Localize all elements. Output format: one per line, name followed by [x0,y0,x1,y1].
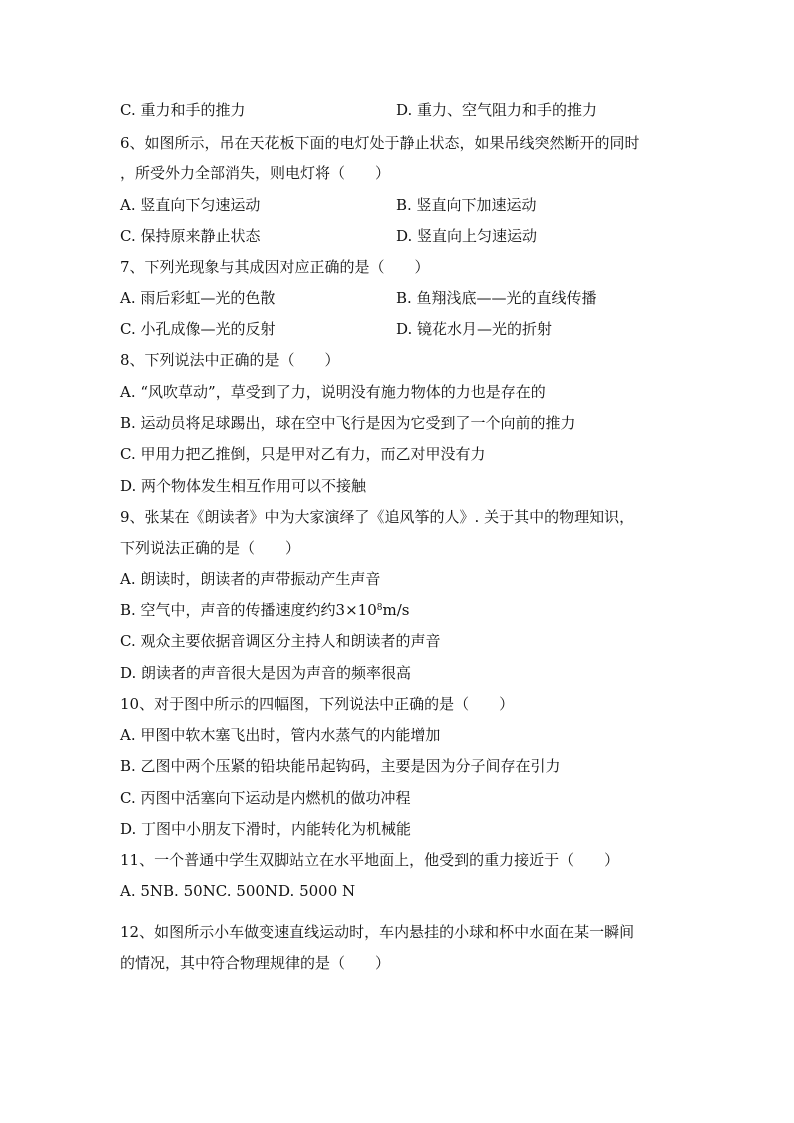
q9-option-b-text: B. 空气中，声音的传播速度约约3×10 [120,601,377,619]
q9-stem-line1: 9、张某在《朗读者》中为大家演绎了《追风筝的人》. 关于其中的物理知识， [120,508,635,526]
q8-option-b: B. 运动员将足球踢出，球在空中飞行是因为它受到了一个向前的推力 [120,414,576,432]
q9-option-b-unit: m/s [382,601,410,619]
q10-option-a: A. 甲图中软木塞飞出时，管内水蒸气的内能增加 [120,726,441,744]
q6-options-cd [120,226,538,246]
q6-option-a: A. 竖直向下匀速运动 [120,196,261,214]
q5-options-cd [120,100,598,120]
q11-stem: 11、一个普通中学生双脚站立在水平地面上，他受到的重力接近于（ ） [120,851,620,869]
q8-stem: 8、下列说法中正确的是（ ） [120,351,340,369]
q8-option-c: C. 甲用力把乙推倒，只是甲对乙有力，而乙对甲没有力 [120,445,486,463]
q9-option-d: D. 朗读者的声音很大是因为声音的频率很高 [120,664,412,682]
q7-option-a: A. 雨后彩虹—光的色散 [120,289,276,307]
q6-option-b: B. 竖直向下加速运动 [396,196,537,214]
q7-options-ab [120,288,597,308]
q7-stem: 7、下列光现象与其成因对应正确的是（ ） [120,258,430,276]
q9-stem-line2: 下列说法正确的是（ ） [120,539,301,557]
q6-options-ab [120,195,537,215]
q12-stem-line2: 的情况，其中符合物理规律的是（ ） [120,954,391,972]
q8-option-a: A. “风吹草动”，草受到了力，说明没有施力物体的力也是存在的 [120,383,546,401]
q5-option-c: C. 重力和手的推力 [120,101,246,119]
q5-option-d: D. 重力、空气阻力和手的推力 [396,101,598,119]
q9-option-a: A. 朗读时，朗读者的声带振动产生声音 [120,570,381,588]
q11-options: A. 5NB. 50NC. 500ND. 5000 N [120,882,356,900]
q7-options-cd [120,319,553,339]
q9-option-b-exponent: 8 [376,603,383,613]
q6-option-c: C. 保持原来静止状态 [120,227,261,245]
q7-option-c: C. 小孔成像—光的反射 [120,320,276,338]
q9-option-c: C. 观众主要依据音调区分主持人和朗读者的声音 [120,632,441,650]
q8-option-d: D. 两个物体发生相互作用可以不接触 [120,477,367,495]
q10-option-c: C. 丙图中活塞向下运动是内燃机的做功冲程 [120,789,411,807]
q7-option-d: D. 镜花水月—光的折射 [396,320,553,338]
q10-option-b: B. 乙图中两个压紧的铅块能吊起钩码，主要是因为分子间存在引力 [120,757,561,775]
q10-option-d: D. 丁图中小朋友下滑时，内能转化为机械能 [120,820,412,838]
q10-stem: 10、对于图中所示的四幅图，下列说法中正确的是（ ） [120,695,515,713]
q7-option-b: B. 鱼翔浅底——光的直线传播 [396,289,597,307]
q6-stem-line2: ，所受外力全部消失，则电灯将（ ） [120,164,391,182]
q12-stem-line1: 12、如图所示小车做变速直线运动时，车内悬挂的小球和杯中水面在某一瞬间 [120,923,635,941]
q6-option-d: D. 竖直向上匀速运动 [396,227,538,245]
q9-option-b [120,600,409,620]
q6-stem-line1: 6、如图所示，吊在天花板下面的电灯处于静止状态，如果吊线突然断开的同时 [120,134,640,152]
